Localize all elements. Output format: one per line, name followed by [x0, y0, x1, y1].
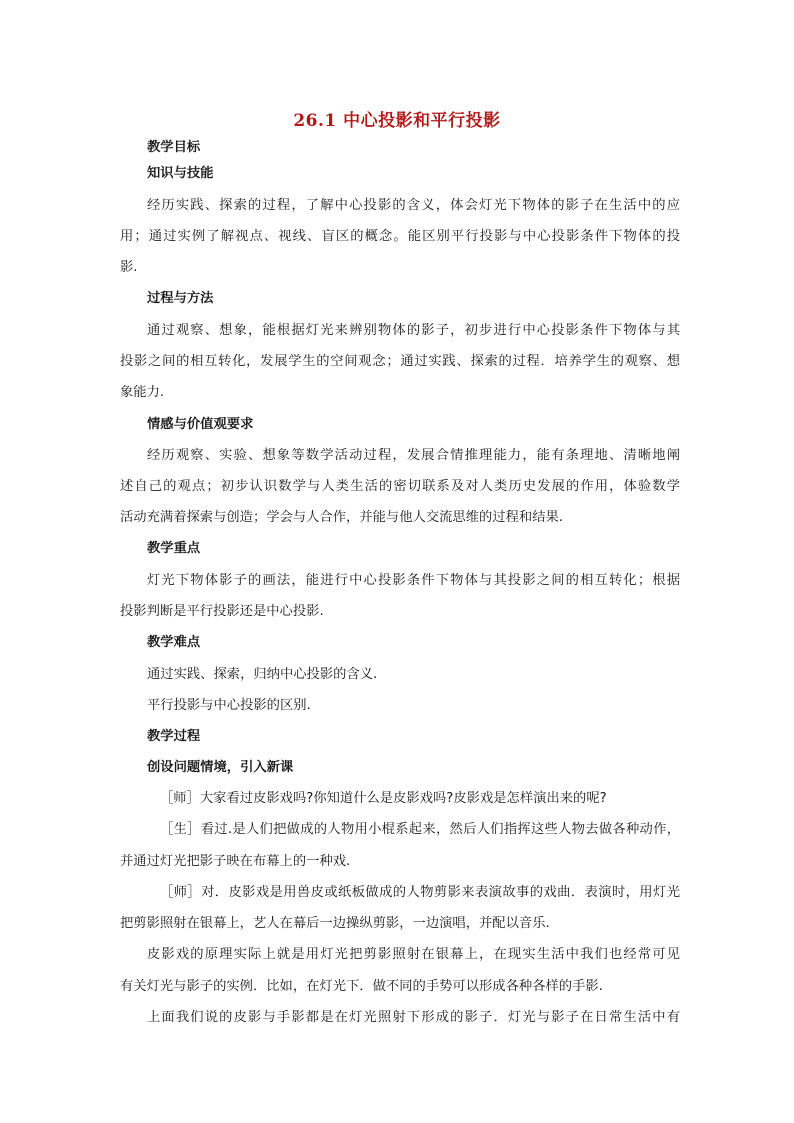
- paragraph-line: 经历实践、探索的过程，了解中心投影的含义，体会灯光下物体的影子在生活中的应: [147, 198, 680, 213]
- paragraph-line: 用；通过实例了解视点、视线、盲区的概念。能区别平行投影与中心投影条件下物体的投: [120, 229, 680, 244]
- section-heading: 教学重点: [147, 541, 201, 556]
- paragraph-line: 述自己的观点；初步认识数学与人类生活的密切联系及对人类历史发展的作用，体验数学: [120, 479, 680, 494]
- paragraph-line: 活动充满着探索与创造；学会与人合作，并能与他人交流思维的过程和结果.: [120, 510, 564, 525]
- paragraph-line: 灯光下物体影子的画法，能进行中心投影条件下物体与其投影之间的相互转化；根据: [147, 573, 680, 588]
- paragraph-line: 把剪影照射在银幕上，艺人在幕后一边操纵剪影，一边演唱，并配以音乐.: [120, 916, 550, 931]
- paragraph-line: 并通过灯光把影子映在布幕上的一种戏.: [120, 854, 351, 869]
- paragraph-line: 投影之间的相互转化，发展学生的空间观念；通过实践、探索的过程．培养学生的观察、想: [120, 354, 680, 369]
- paragraph-line: 象能力.: [120, 385, 165, 400]
- paragraph-line: 投影判断是平行投影还是中心投影.: [120, 604, 324, 619]
- paragraph-line: 通过观察、想象，能根据灯光来辨别物体的影子，初步进行中心投影条件下物体与其: [147, 323, 680, 338]
- section-heading: 知识与技能: [147, 166, 214, 181]
- paragraph-line: 平行投影与中心投影的区别.: [147, 698, 311, 713]
- paragraph-line: ［师］大家看过皮影戏吗?你知道什么是皮影戏吗?皮影戏是怎样演出来的呢?: [160, 791, 607, 806]
- paragraph-line: 有关灯光与影子的实例．比如，在灯光下．做不同的手势可以形成各种各样的手影.: [120, 979, 603, 994]
- paragraph-line: ［生］看过.是人们把做成的人物用小棍系起来，然后人们指挥这些人物去做各种动作，: [160, 822, 680, 837]
- paragraph-line: 上面我们说的皮影与手影都是在灯光照射下形成的影子．灯光与影子在日常生活中有: [147, 1010, 680, 1025]
- section-heading: 教学过程: [147, 729, 201, 744]
- section-heading: 情感与价值观要求: [147, 417, 254, 432]
- paragraph-line: 皮影戏的原理实际上就是用灯光把剪影照射在银幕上，在现实生活中我们也经常可见: [147, 947, 680, 962]
- paragraph-line: 经历观察、实验、想象等数学活动过程，发展合情推理能力，能有条理地、清晰地阐: [147, 448, 680, 463]
- paragraph-line: 通过实践、探索，归纳中心投影的含义.: [147, 667, 378, 682]
- section-heading: 教学难点: [147, 635, 201, 650]
- paragraph-line: 影.: [120, 260, 138, 275]
- section-heading: 教学目标: [147, 140, 201, 155]
- paragraph-line: ［师］对．皮影戏是用兽皮或纸板做成的人物剪影来表演故事的戏曲．表演时，用灯光: [160, 885, 680, 900]
- section-heading: 创设问题情境，引入新课: [147, 760, 294, 775]
- document-title: 26.1 中心投影和平行投影: [293, 111, 501, 131]
- section-heading: 过程与方法: [147, 291, 214, 306]
